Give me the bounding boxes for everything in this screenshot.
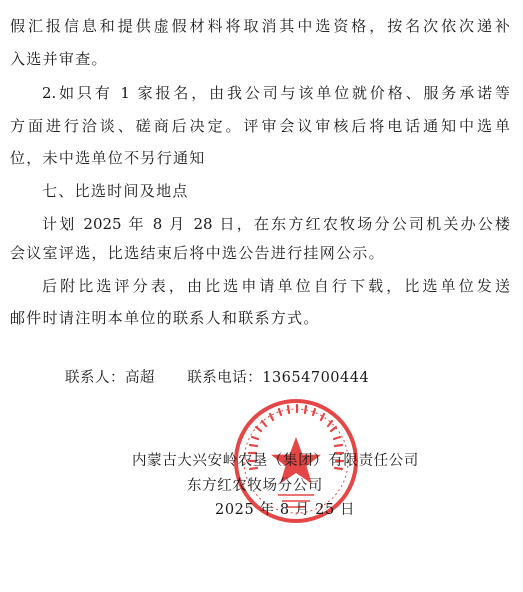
contact-phone: 13654700444: [262, 370, 370, 386]
paragraph-line: 会议室评选，比选结束后将中选公告进行挂网公示。: [10, 244, 385, 262]
branch-name: 东方红农牧场分公司: [187, 478, 323, 494]
paragraph-line: 入选并审查。: [10, 50, 108, 68]
paragraph-line: 后附比选评分表，由比选申请单位自行下载，比选单位发送: [42, 277, 510, 295]
contact-person-label: 联系人：: [65, 370, 125, 386]
paragraph-line: 2.如只有 1 家报名，由我公司与该单位就价格、服务承诺等: [42, 84, 510, 102]
paragraph-line: 位，未中选单位不另行通知: [10, 149, 206, 167]
paragraph-line: 方面进行洽谈、磋商后决定。评审会议审核后将电话通知中选单: [10, 117, 510, 135]
contact-line: [65, 368, 369, 388]
section-heading: 七、比选时间及地点: [42, 182, 189, 200]
paragraph-line: 假汇报信息和提供虚假材料将取消其中选资格，按名次依次递补: [10, 17, 510, 35]
contact-person: 高超: [125, 370, 155, 386]
company-name: 内蒙古大兴安岭农垦（集团）有限责任公司: [132, 453, 419, 469]
paragraph-line: 邮件时请注明本单位的联系人和联系方式。: [10, 309, 320, 327]
contact-phone-label: 联系电话：: [187, 370, 263, 386]
paragraph-line: 计划 2025 年 8 月 28 日，在东方红农牧场分公司机关办公楼: [42, 215, 510, 233]
issue-date: 2025 年 8 月 25 日: [215, 502, 356, 518]
